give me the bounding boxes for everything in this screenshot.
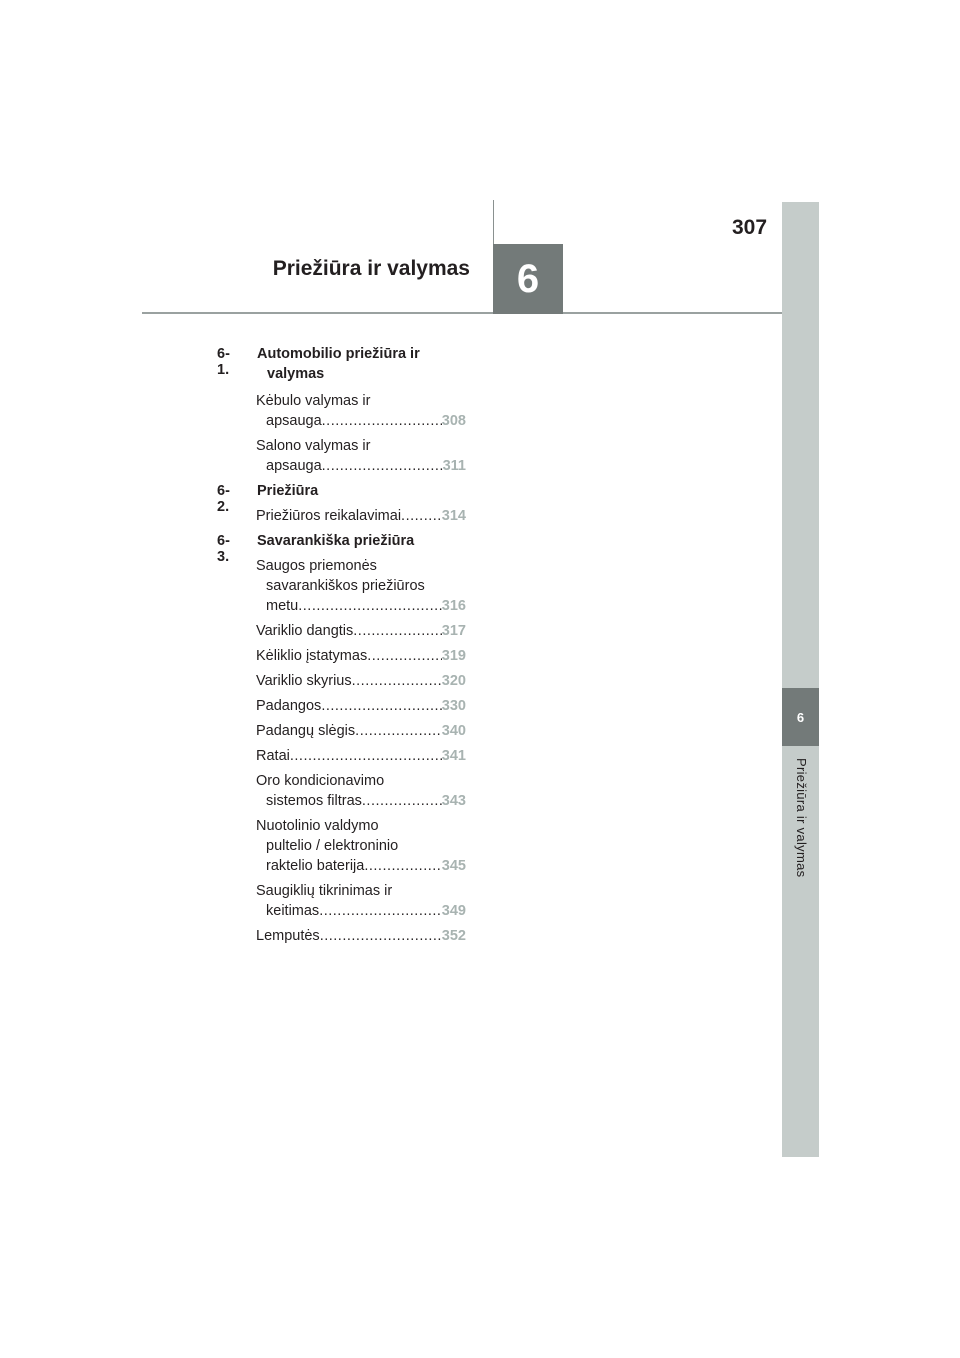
toc-entry[interactable] — [256, 646, 466, 666]
entry-page: 343 — [441, 793, 466, 809]
entry-page: 341 — [441, 748, 466, 764]
entry-title: Kėliklio įstatymas — [256, 648, 368, 664]
entry-line: Nuotolinio valdymo — [256, 818, 379, 834]
entry-line: Oro kondicionavimo — [256, 773, 385, 789]
toc-entry[interactable] — [256, 671, 466, 691]
entry-title: Priežiūros reikalavimai — [256, 508, 402, 524]
entry-title: keitimas — [266, 903, 320, 919]
toc-entry[interactable] — [256, 881, 466, 921]
toc-entry[interactable] — [256, 436, 466, 476]
entry-page: 352 — [441, 928, 466, 944]
entry-line: pultelio / elektroninio — [266, 838, 399, 854]
toc-entry[interactable] — [256, 816, 466, 876]
toc-entry[interactable] — [256, 696, 466, 716]
entry-line: Kėbulo valymas ir — [256, 393, 371, 409]
section-title-cont: valymas — [267, 366, 325, 382]
toc-entry[interactable] — [256, 556, 466, 616]
entry-title: Ratai — [256, 748, 290, 764]
section-title: Savarankiška priežiūra — [257, 533, 415, 549]
entry-title: Variklio skyrius — [256, 673, 352, 689]
entry-page: 340 — [441, 723, 466, 739]
header-vertical-rule — [493, 200, 494, 246]
toc-entry[interactable] — [256, 621, 466, 641]
entry-page: 330 — [441, 698, 466, 714]
entry-title: raktelio baterija — [266, 858, 365, 874]
section-title: Automobilio priežiūra ir — [257, 346, 420, 362]
entry-line: Saugos priemonės — [256, 558, 377, 574]
entry-title: Padangų slėgis — [256, 723, 356, 739]
side-tab-number: 6 — [782, 688, 819, 746]
entry-page: 314 — [441, 508, 466, 524]
chapter-title: Priežiūra ir valymas — [272, 257, 470, 280]
toc-entry[interactable] — [256, 721, 466, 741]
entry-title: sistemos filtras — [266, 793, 362, 809]
toc-entry[interactable] — [256, 391, 466, 431]
entry-page: 345 — [441, 858, 466, 874]
entry-page: 316 — [441, 598, 466, 614]
entry-page: 317 — [441, 623, 466, 639]
entry-line: Saugiklių tikrinimas ir — [256, 883, 393, 899]
entry-page: 319 — [441, 648, 466, 664]
header-rule — [142, 312, 782, 314]
entry-page: 320 — [441, 673, 466, 689]
entry-page: 311 — [442, 458, 466, 474]
entry-title: Lemputės — [256, 928, 320, 944]
entry-title: metu — [266, 598, 299, 614]
entry-line: Salono valymas ir — [256, 438, 371, 454]
side-strip — [782, 202, 819, 1157]
toc-entry[interactable] — [256, 506, 466, 526]
toc-entry[interactable] — [256, 926, 466, 946]
section-title: Priežiūra — [257, 483, 319, 499]
section-number: 6-2. — [217, 483, 230, 515]
section-number: 6-3. — [217, 533, 230, 565]
page-number: 307 — [732, 216, 768, 239]
chapter-number: 6 — [493, 244, 563, 314]
entry-title: Variklio dangtis — [256, 623, 354, 639]
entry-page: 349 — [441, 903, 466, 919]
toc-entry[interactable] — [256, 771, 466, 811]
entry-title: Padangos — [256, 698, 322, 714]
entry-page: 308 — [441, 413, 466, 429]
section-number: 6-1. — [217, 346, 230, 378]
entry-line: savarankiškos priežiūros — [266, 578, 425, 594]
toc-entry[interactable] — [256, 746, 466, 766]
entry-title: apsauga — [266, 458, 322, 474]
entry-title: apsauga — [266, 413, 322, 429]
side-tab-label: Priežiūra ir valymas — [794, 758, 809, 878]
